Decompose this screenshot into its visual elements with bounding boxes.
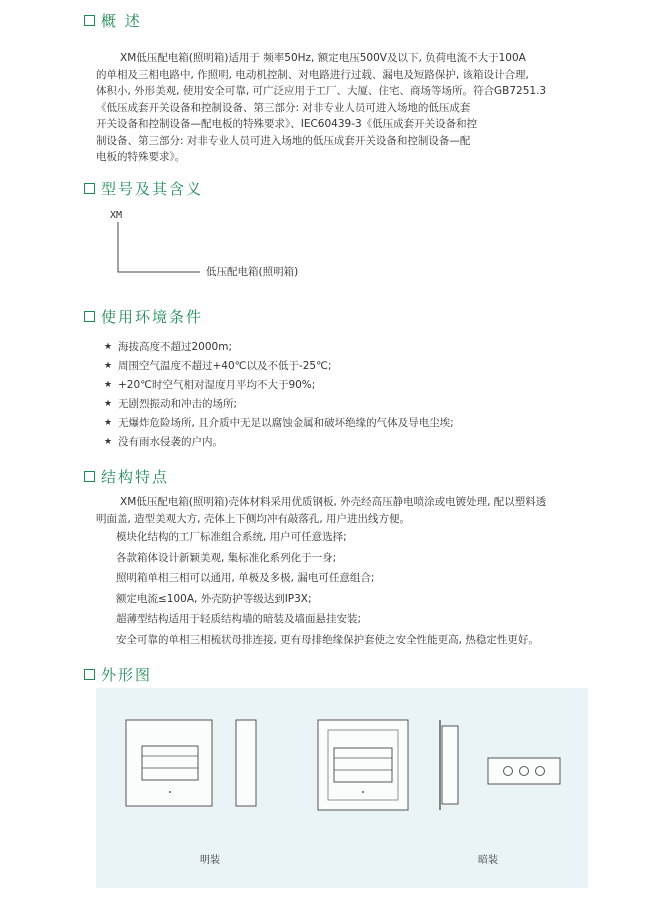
outline-diagram-panel <box>96 688 588 888</box>
section-title-overview: 概 述 <box>84 10 142 31</box>
overview-line: 开关设备和控制设备—配电板的特殊要求》、IEC60439-3《低压成套开关设备和控 <box>96 118 478 130</box>
model-connector-line <box>100 220 220 280</box>
overview-line: 制设备、第三部分: 对非专业人员可进入场地的低压成套开关设备和控制设备—配 <box>96 134 471 147</box>
list-item: ★ 海拔高度不超过2000m; <box>104 338 454 357</box>
list-item: ★ 周围空气温度不超过+40℃以及不低于-25℃; <box>104 357 454 376</box>
list-item: ★ 无爆炸危险场所, 且介质中无足以腐蚀金属和破坏绝缘的气体及导电尘埃; <box>104 414 454 433</box>
overview-line: 《低压成套开关设备和控制设备、第三部分: 对非专业人员可进入场地的低压成套 <box>96 101 471 114</box>
overview-line: 的单相及三相电路中, 作照明, 电动机控制、对电路进行过载、漏电及短路保护, 该箱设计合理, <box>96 68 529 81</box>
model-code: XM <box>110 210 123 221</box>
list-item: 安全可靠的单相三相梳状母排连接, 更有母排绝缘保护套使之安全性能更高, 热稳定性更好。 <box>116 633 539 646</box>
list-item: ★ +20℃时空气相对湿度月平均不大于90%; <box>104 376 454 395</box>
flush-front-view <box>318 720 408 810</box>
section-title-model: 型号及其含义 <box>84 178 203 199</box>
star-icon: ★ <box>104 342 113 352</box>
structure-intro <box>96 494 596 527</box>
square-bullet-icon <box>84 183 95 194</box>
list-item: ★ 没有雨水侵袭的户内。 <box>104 433 454 452</box>
star-icon: ★ <box>104 361 113 371</box>
caption-flush-mounted: 暗装 <box>478 855 498 866</box>
section-title-structure: 结构特点 <box>84 466 169 487</box>
square-bullet-icon <box>84 471 95 482</box>
list-item: 各款箱体设计新颖美观, 集标准化系列化于一身; <box>116 551 337 564</box>
star-icon: ★ <box>104 380 113 390</box>
model-meaning: 低压配电箱(照明箱) <box>206 266 299 278</box>
star-icon: ★ <box>104 437 113 447</box>
square-bullet-icon <box>84 311 95 322</box>
environment-list <box>104 338 454 452</box>
surface-side-view <box>236 720 256 806</box>
overview-text <box>96 50 596 166</box>
structure-intro-line: XM低压配电箱(照明箱)壳体材料采用优质钢板, 外壳经高压静电喷涂或电镀处理, 配以塑料透 <box>120 496 547 508</box>
flush-top-view <box>488 758 560 784</box>
section-title-outline: 外形图 <box>84 664 152 685</box>
list-item: 照明箱单相三相可以通用, 单极及多极, 漏电可任意组合; <box>116 572 375 584</box>
list-item: ★ 无剧烈振动和冲击的场所; <box>104 395 454 414</box>
overview-line: 体积小, 外形美观, 使用安全可靠, 可广泛应用于工厂、大厦、住宅、商场等场所。符合GB7251.3 <box>96 85 547 97</box>
star-icon: ★ <box>104 418 113 428</box>
surface-front-view <box>126 720 212 806</box>
caption-surface-mounted: 明装 <box>200 855 220 866</box>
outline-drawings <box>96 688 588 888</box>
square-bullet-icon <box>84 669 95 680</box>
overview-line: 电板的特殊要求》。 <box>96 151 186 163</box>
section-title-environment: 使用环境条件 <box>84 306 203 327</box>
structure-list <box>116 527 539 650</box>
square-bullet-icon <box>84 15 95 26</box>
list-item: 模块化结构的工厂标准组合系统, 用户可任意选择; <box>116 531 347 543</box>
star-icon: ★ <box>104 399 113 409</box>
flush-side-view <box>440 720 458 810</box>
list-item: 额定电流≤100A, 外壳防护等级达到IP3X; <box>116 592 312 605</box>
structure-intro-line: 明面盖, 造型美观大方, 壳体上下侧均冲有敲落孔, 用户进出线方便。 <box>96 512 411 525</box>
overview-line: XM低压配电箱(照明箱)适用于 频率50Hz, 额定电压500V及以下, 负荷电流不大于100A <box>120 52 526 64</box>
list-item: 超薄型结构适用于轻质结构墙的暗装及墙面悬挂安装; <box>116 613 362 625</box>
